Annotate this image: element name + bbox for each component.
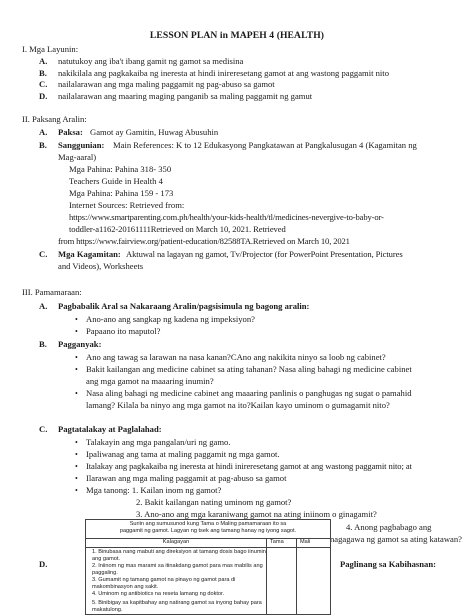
worksheet-row: 3. Gumamit ng tamang gamot na pinayo ng gamot para di makombinasyon ang sakit. bbox=[92, 577, 236, 590]
bullet-item: • Nasa aling bahagi ng medicine cabinet ang maaaring panlinis o panghugas ng sugat o pamahid bbox=[86, 388, 412, 399]
paksa-a-label: Paksa: bbox=[58, 127, 83, 137]
bullet-item: • Bakit kailangan ang medicine cabinet sa ating tahanan? Nasa aling bahagi ng medicine cabinet bbox=[86, 364, 412, 375]
pamamaraan-b-letter: B. bbox=[39, 339, 47, 349]
worksheet-instructions bbox=[86, 520, 330, 539]
worksheet-row: 4. Uminom ng antibiotics na reseta lamang ng doktor. bbox=[92, 591, 225, 597]
reference-line: Teachers Guide in Health 4 bbox=[69, 176, 163, 186]
paksa-b-letter: B. bbox=[39, 140, 47, 150]
pamamaraan-a-label: Pagbabalik Aral sa Nakaraang Aralin/pagsisimula ng bagong aralin: bbox=[58, 301, 310, 311]
layunin-d-letter: D. bbox=[39, 90, 48, 101]
reference-url: from https://www.fairview.org/patient-education/82588TA.Retrieved on March 10, 2021 bbox=[58, 236, 350, 246]
bullet-item: • Ipaliwanag ang tama at maling paggamit ng mga gamot. bbox=[86, 449, 280, 460]
paksa-c-label: Mga Kagamitan: bbox=[58, 249, 121, 259]
document-title: LESSON PLAN in MAPEH 4 (HEALTH) bbox=[149, 30, 325, 41]
question-4-line1: 4. Anong pagbabago ang bbox=[346, 522, 432, 532]
worksheet-table bbox=[85, 519, 331, 615]
worksheet-row: 5. Binibigay sa kapitbahay ang natirang gamot sa inyong bahay para makatulong. bbox=[92, 600, 262, 613]
paksa-a-letter: A. bbox=[39, 127, 48, 137]
worksheet-row: 1. Binubasa nang mabuti ang direksiyon at tamang dosis bago iinumin ang gamot. bbox=[92, 549, 266, 562]
worksheet-column-headers bbox=[86, 539, 330, 548]
column-header-mali: Mali bbox=[300, 539, 311, 545]
bullet-item: • Mga tanong: 1. Kailan inom ng gamot? bbox=[86, 485, 221, 496]
paksa-c-text-line2: and Videos), Worksheets bbox=[58, 261, 144, 271]
pamamaraan-d-label: Paglinang sa Kabihasnan: bbox=[340, 559, 436, 569]
bullet-item: • Italakay ang pagkakaiba ng ineresta at hindi inireresetang gamot at ang wastong paggamit nito; at bbox=[86, 461, 412, 472]
paksa-b-label: Sanggunian: bbox=[58, 140, 105, 150]
reference-line: Mga Pahina: Pahina 318- 350 bbox=[69, 164, 172, 174]
bullet-item: • Ilarawan ang mga maling paggamit at pag-abuso sa gamot bbox=[86, 473, 286, 484]
question-2: 2. Bakit kailangan nating uminom ng gamot? bbox=[136, 497, 292, 507]
bullet-item-continuation: lamang? Kilala ba ninyo ang mga gamot na ito?Kailan kayo uminom o gumagamit nito? bbox=[86, 400, 390, 410]
bullet-item: • Talakayin ang mga pangalan/uri ng gamo. bbox=[86, 437, 231, 448]
section-pamamaraan-heading: III. Pamamaraan: bbox=[22, 287, 82, 297]
reference-line: Mga Pahina: Pahina 159 - 173 bbox=[69, 188, 174, 198]
bullet-item: • Papaano ito maputol? bbox=[86, 326, 160, 337]
layunin-c-letter: C. bbox=[39, 79, 48, 89]
bullet-item-continuation: ang mga gamot na maaaring inumin? bbox=[86, 376, 214, 386]
worksheet-instructions-line1: Suriin ang sumusunod kung Tama o Maling pamamaraan ito sa bbox=[129, 521, 287, 527]
pamamaraan-d-letter: D. bbox=[39, 559, 48, 569]
worksheet-row: 2. Iniinom ng mas marami sa itinakdang gamot para mas mabilis ang paggaling. bbox=[92, 563, 263, 576]
paksa-b-text-line1: Main References: K to 12 Edukasyong Pangkatawan at Pangkalusugan 4 (Kagamitan ng bbox=[113, 140, 417, 150]
layunin-d-text: nailalarawan ang maaring maging panganib sa maling paggamit ng gamut bbox=[58, 90, 313, 101]
paksa-a-text: Gamot ay Gamitin, Huwag Abusuhin bbox=[90, 127, 219, 137]
bullet-item: • Ano ang tawag sa larawan na nasa kanan?CAno ang nakikita ninyo sa loob ng cabinet? bbox=[86, 352, 386, 363]
column-divider bbox=[296, 539, 297, 614]
pamamaraan-a-letter: A. bbox=[39, 301, 48, 311]
section-layunin-heading: I. Mga Layunin: bbox=[22, 44, 79, 54]
paksa-c-letter: C. bbox=[39, 249, 48, 259]
layunin-c-text: nailalarawan ang mga maling paggamit ng pag-abuso sa gamot bbox=[58, 79, 275, 89]
pamamaraan-b-label: Pagganyak: bbox=[58, 339, 102, 349]
pamamaraan-c-letter: C. bbox=[39, 424, 48, 434]
layunin-b-letter: B. bbox=[39, 67, 47, 78]
reference-url: https://www.smartparenting.com.ph/health/your-kids-health/tl/medicines-nevergive-to-baby-or- bbox=[69, 212, 384, 222]
pamamaraan-c-label: Pagtatalakay at Paglalahad: bbox=[58, 424, 162, 434]
layunin-b-text: nakikilala ang pagkakaiba ng ineresta at hindi inireresetang gamot at ang wastong paggamit nito bbox=[58, 67, 389, 78]
reference-line: toddler-a1162-20161111Retrieved on March 10, 2021. Retrieved bbox=[69, 224, 286, 234]
worksheet-instructions-line2: paggamit ng gamot. Lagyan ng tsek ang tamang hanay ng iyong sagot. bbox=[119, 528, 297, 534]
layunin-a-text: natutukoy ang iba't ibang gamit ng gamot sa medisina bbox=[58, 56, 244, 66]
section-paksang-aralin-heading: II. Paksang Aralin: bbox=[22, 114, 87, 124]
question-3: 3. Ano-ano ang mga karaniwang gamot na ating iniinom o ginagamit? bbox=[136, 509, 377, 519]
layunin-a-letter: A. bbox=[39, 56, 48, 66]
reference-line: Internet Sources: Retrieved from: bbox=[69, 200, 185, 210]
paksa-c-text-line1: Aktuwal na lagayan ng gamot, Tv/Projector (for PowerPoint Presentation, Pictures bbox=[126, 249, 403, 259]
question-4-line2: nagagawa ng gamot sa ating katawan? bbox=[330, 534, 462, 544]
column-header-kalagayan: Kalagayan bbox=[162, 539, 190, 545]
bullet-item: • Ano-ano ang sangkap ng kadena ng impeksiyon? bbox=[86, 314, 255, 325]
paksa-b-text-line2: Mag-aaral) bbox=[58, 151, 97, 162]
column-header-tama: Tama bbox=[270, 539, 284, 545]
